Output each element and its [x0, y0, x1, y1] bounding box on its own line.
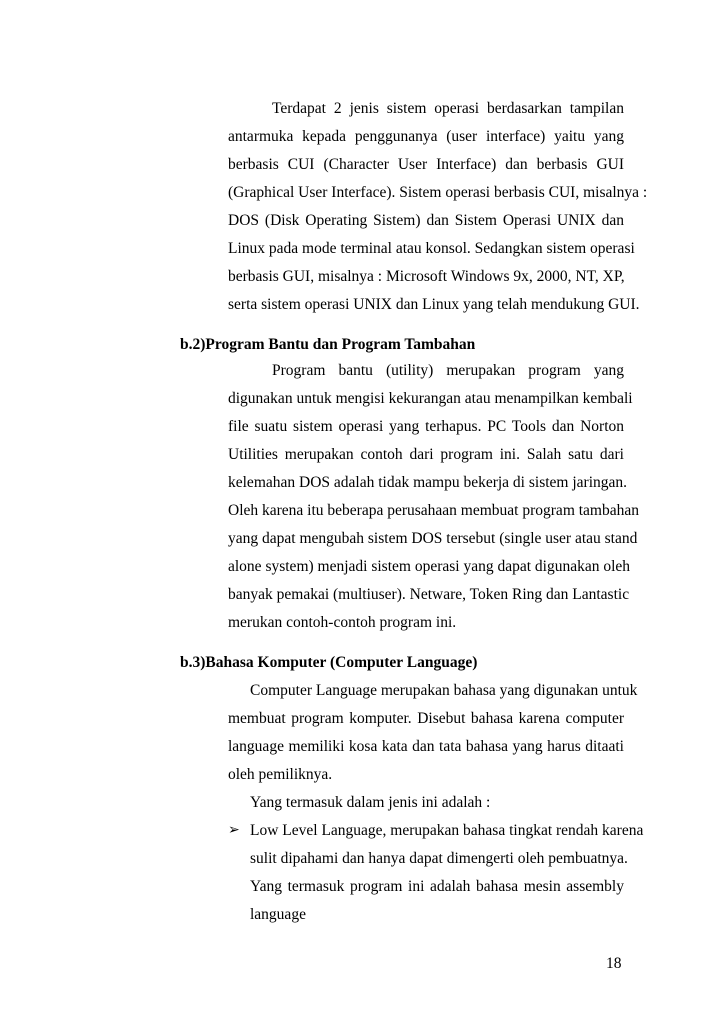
paragraph1-line: berbasis GUI, misalnya : Microsoft Windows 9x, 2000, NT, XP, [228, 268, 625, 285]
section-b2-line: digunakan untuk mengisi kekurangan atau menampilkan kembali [228, 390, 633, 407]
paragraph1-line: serta sistem operasi UNIX dan Linux yang telah mendukung GUI. [228, 296, 640, 313]
section-b2-line: Oleh karena itu beberapa perusahaan membuat program tambahan [228, 502, 639, 519]
section-b2-line: banyak pemakai (multiuser). Netware, Token Ring dan Lantastic [228, 586, 630, 603]
section-b3-line: membuat program komputer. Disebut bahasa karena computer [228, 710, 624, 727]
paragraph1-line: DOS (Disk Operating Sistem) dan Sistem Operasi UNIX dan [228, 212, 624, 229]
section-b3-intro: Yang termasuk dalam jenis ini adalah : [250, 794, 491, 811]
bullet-line: sulit dipahami dan hanya dapat dimengerti oleh pembuatnya. [250, 850, 628, 867]
paragraph1-line: berbasis CUI (Character User Interface) dan berbasis GUI [228, 156, 624, 173]
section-b3-line: oleh pemiliknya. [228, 766, 333, 783]
bullet-line: Low Level Language, merupakan bahasa tingkat rendah karena [250, 822, 644, 839]
arrow-bullet-icon: ➢ [228, 823, 240, 838]
section-b2-line: yang dapat mengubah sistem DOS tersebut (single user atau stand [228, 530, 638, 547]
section-b2-heading: b.2)Program Bantu dan Program Tambahan [180, 336, 476, 353]
bullet-line: language [250, 906, 306, 923]
section-b2-line: kelemahan DOS adalah tidak mampu bekerja di sistem jaringan. [228, 474, 628, 491]
page-number: 18 [606, 955, 622, 972]
bullet-line: Yang termasuk program ini adalah bahasa mesin assembly [250, 878, 624, 895]
paragraph1-line: Linux pada mode terminal atau konsol. Sedangkan sistem operasi [228, 240, 635, 257]
section-b3-heading: b.3)Bahasa Komputer (Computer Language) [180, 654, 478, 671]
section-b3-line: language memiliki kosa kata dan tata bahasa yang harus ditaati [228, 738, 624, 755]
section-b2-line: merukan contoh-contoh program ini. [228, 614, 457, 631]
paragraph1-line: antarmuka kepada penggunanya (user interface) yaitu yang [228, 128, 624, 145]
paragraph1-line: (Graphical User Interface). Sistem operasi berbasis CUI, misalnya : [228, 184, 648, 201]
section-b2-line: file suatu sistem operasi yang terhapus. PC Tools dan Norton [228, 418, 624, 435]
section-b3-line: Computer Language merupakan bahasa yang digunakan untuk [250, 682, 638, 699]
section-b2-line: Utilities merupakan contoh dari program ini. Salah satu dari [228, 446, 624, 463]
section-b2-line: Program bantu (utility) merupakan program yang [272, 362, 624, 379]
section-b2-line: alone system) menjadi sistem operasi yang dapat digunakan oleh [228, 558, 631, 575]
paragraph1-line: Terdapat 2 jenis sistem operasi berdasarkan tampilan [272, 100, 624, 117]
